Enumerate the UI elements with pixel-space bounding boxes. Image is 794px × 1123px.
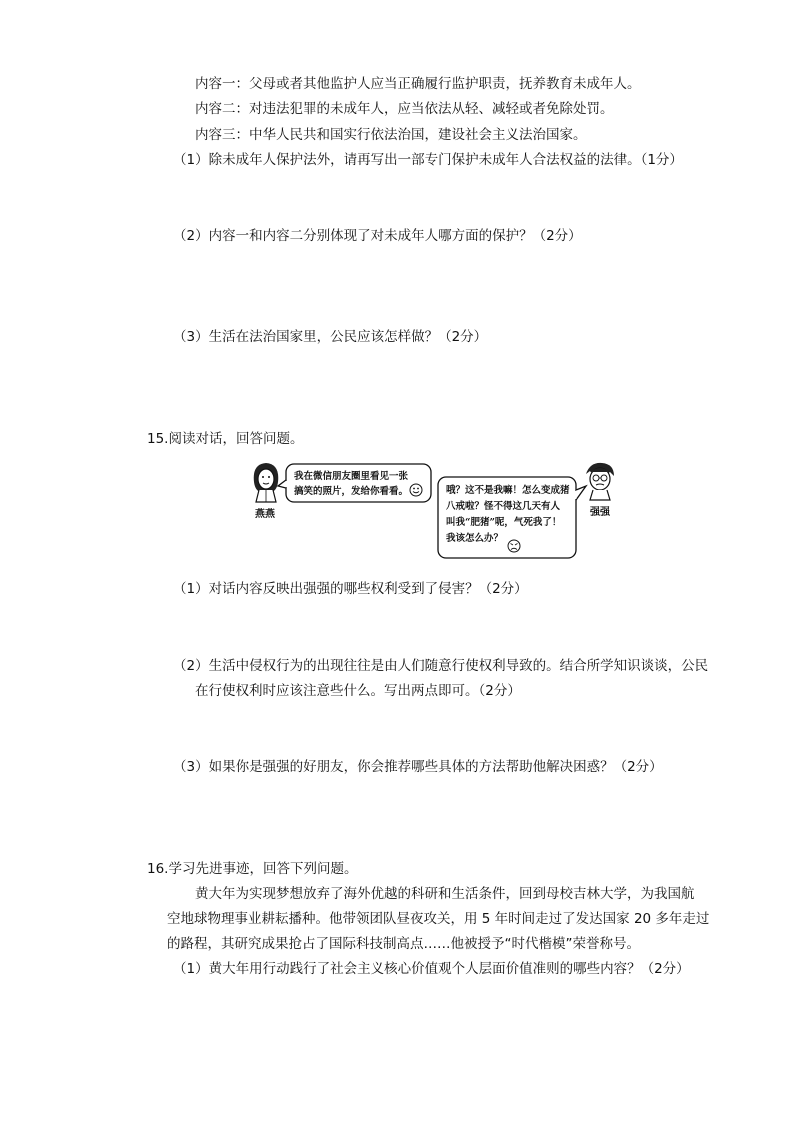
right-bubble-line-4: 我该怎么办？ bbox=[446, 533, 504, 544]
right-speech-bubble bbox=[438, 477, 586, 558]
left-bubble-line-1: 我在微信朋友圈里看见一张 bbox=[294, 471, 409, 482]
left-speaker-name: 燕燕 bbox=[255, 509, 275, 520]
right-speaker-name: 强强 bbox=[590, 507, 610, 518]
question-15-2-line-2: 在行使权利时应该注意些什么。写出两点即可。（2分） bbox=[195, 683, 521, 699]
question-14-1: （1）除未成年人保护法外，请再写出一部专门保护未成年人合法权益的法律。（1分） bbox=[173, 152, 683, 168]
content-two: 内容二：对违法犯罪的未成年人，应当依法从轻、减轻或者免除处罚。 bbox=[195, 101, 614, 117]
question-14-2: （2）内容一和内容二分别体现了对未成年人哪方面的保护？（2分） bbox=[173, 228, 582, 244]
left-bubble-line-2: 搞笑的照片，发给你看看。 bbox=[294, 486, 409, 497]
right-bubble-line-3: 叫我“肥猪”呢，气死我了！ bbox=[446, 517, 562, 528]
angry-emoji-icon bbox=[508, 540, 520, 552]
question-16-title: 16.学习先进事迹，回答下列问题。 bbox=[147, 861, 358, 877]
dialogue-comic bbox=[250, 460, 620, 560]
question-14-3: （3）生活在法治国家里，公民应该怎样做？（2分） bbox=[173, 329, 488, 345]
content-one: 内容一：父母或者其他监护人应当正确履行监护职责，抚养教育未成年人。 bbox=[195, 76, 641, 92]
question-15-title: 15.阅读对话，回答问题。 bbox=[147, 431, 304, 447]
paragraph-line-1: 黄大年为实现梦想放弃了海外优越的科研和生活条件，回到母校吉林大学，为我国航 bbox=[195, 886, 695, 902]
right-bubble-line-2: 八戒啦？怪不得这几天有人 bbox=[446, 501, 561, 512]
question-15-2-line-1: （2）生活中侵权行为的出现往往是由人们随意行使权利导致的。结合所学知识谈谈，公民 bbox=[173, 658, 709, 674]
girl-figure-icon bbox=[254, 463, 279, 502]
paragraph-line-2: 空地球物理事业耕耘播种。他带领团队昼夜攻关，用 5 年时间走过了发达国家 20 多年走过 bbox=[167, 911, 710, 927]
left-speech-bubble bbox=[278, 464, 431, 502]
smile-emoji-icon bbox=[410, 484, 422, 496]
question-15-1: （1）对话内容反映出强强的哪些权利受到了侵害？（2分） bbox=[173, 581, 528, 597]
paragraph-line-3: 的路程，其研究成果抢占了国际科技制高点……他被授予“时代楷模”荣誉称号。 bbox=[167, 936, 640, 952]
question-16-1: （1）黄大年用行动践行了社会主义核心价值观个人层面价值准则的哪些内容？（2分） bbox=[173, 961, 690, 977]
question-15-3: （3）如果你是强强的好朋友，你会推荐哪些具体的方法帮助他解决困惑？（2分） bbox=[173, 759, 663, 775]
right-bubble-line-1: 哦？这不是我嘛！怎么变成猪 bbox=[446, 485, 570, 496]
content-three: 内容三：中华人民共和国实行依法治国，建设社会主义法治国家。 bbox=[195, 127, 587, 143]
boy-figure-icon bbox=[586, 463, 614, 500]
